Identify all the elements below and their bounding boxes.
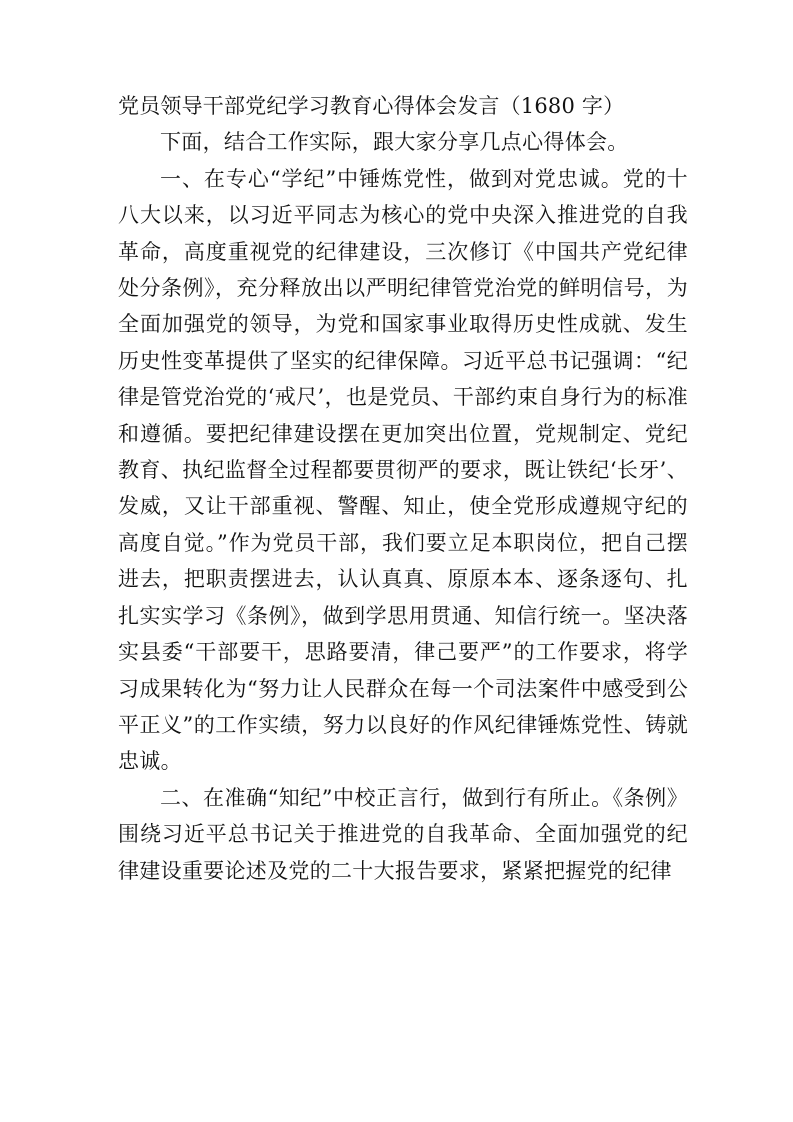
paragraph-intro: 下面，结合工作实际，跟大家分享几点心得体会。 (160, 130, 629, 155)
paragraph-section-one: 一、在专心“学纪”中锤炼党性，做到对党忠诚。党的十八大以来，以习近平同志为核心的党中央深入推进党的自我革命，高度重视党的纪律建设，三次修订《中国共产党纪律处分条例》，充分释放出以严明纪律管党治党的鲜明信号，为全面加强党的领导，为党和国家事业取得历史性成就、发生历史性变革提供了坚实的纪律保障。习近平总书记强调：“纪律是管党治党的‘戒尺’，也是党员、干部约束自身行为的标准和遵循。要把纪律建设摆在更加突出位置，党规制定、党纪教育、执纪监督全过程都要贯彻严的要求，既让铁纪‘长牙’、发威，又让干部重视、警醒、知止，使全党形成遵规守纪的高度自觉。”作为党员干部，我们要立足本职岗位，把自己摆进去，把职责摆进去，认认真真、原原本本、逐条逐句、扎扎实实学习《条例》，做到学思用贯通、知信行统一。坚决落实县委“干部要干，思路要清，律己要严”的工作要求，将学习成果转化为“努力让人民群众在每一个司法案件中感受到公平正义”的工作实绩，努力以良好的作风纪律锤炼党性、铸就忠诚。 (118, 166, 688, 774)
paragraph-section-two: 二、在准确“知纪”中校正言行，做到行有所止。《条例》围绕习近平总书记关于推进党的自我革命、全面加强党的纪律建设重要论述及党的二十大报告要求，紧紧把握党的纪律 (118, 785, 688, 883)
document-title: 党员领导干部党纪学习教育心得体会发言（1680 字） (118, 94, 625, 118)
document-body (118, 88, 688, 889)
